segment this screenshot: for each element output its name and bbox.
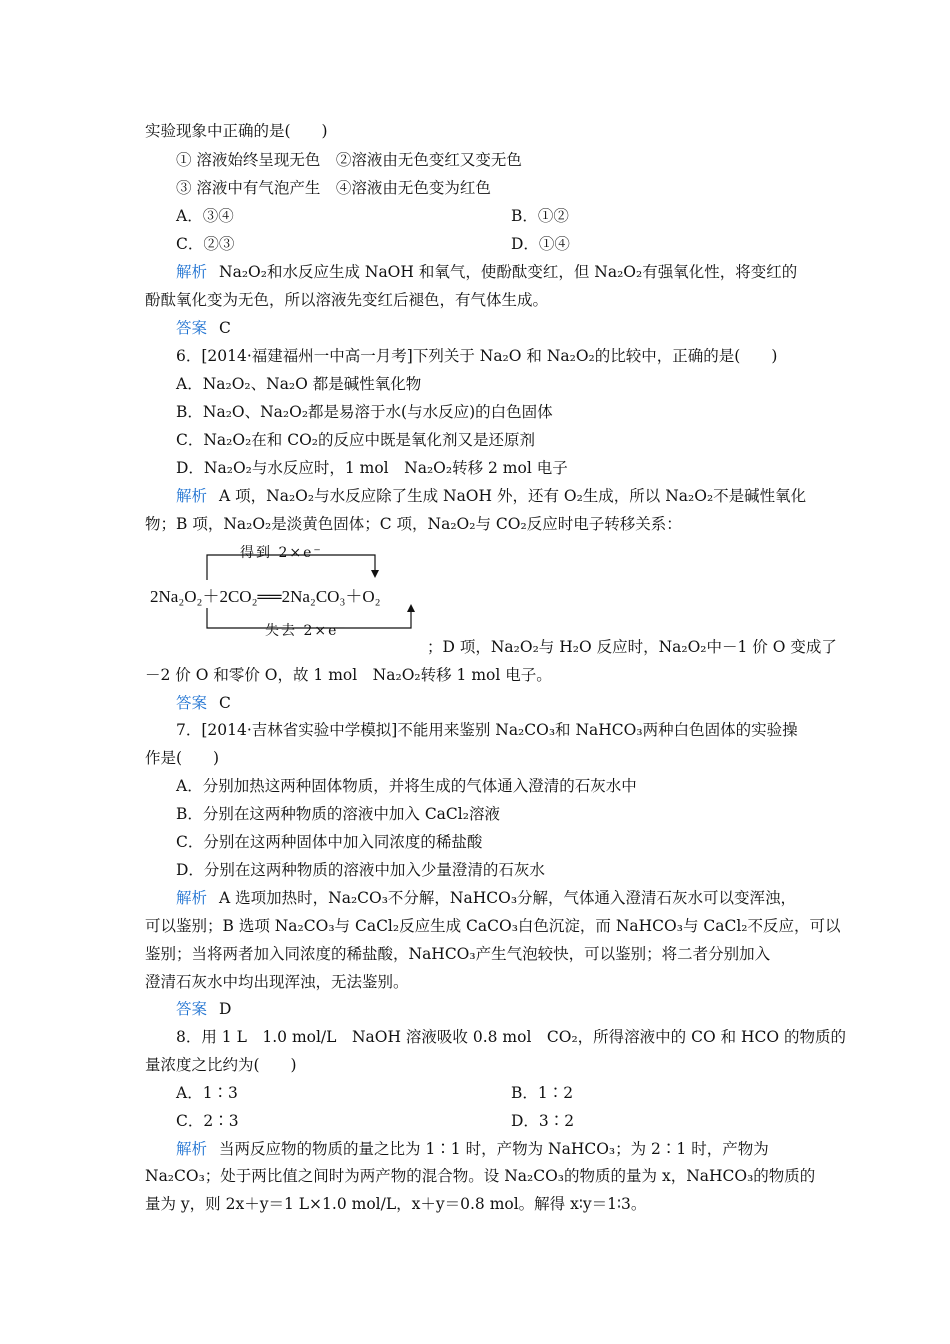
q8-analysis-line-1 bbox=[176, 1139, 769, 1159]
q6-option-a: A．Na₂O₂、Na₂O 都是碱性氧化物 bbox=[176, 375, 422, 393]
q8-option-a: A．1∶3 bbox=[176, 1084, 238, 1102]
q6-stem: 6．[2014·福建福州一中高一月考]下列关于 Na₂O 和 Na₂O₂的比较中，正确的是( ) bbox=[176, 347, 778, 365]
electron-transfer-diagram bbox=[145, 542, 435, 637]
q8-analysis-line-2: Na₂CO₃；处于两比值之间时为两产物的混合物。设 Na₂CO₃的物质的量为 x，NaHCO₃的物质的 bbox=[145, 1167, 816, 1185]
q5-answer-value: C bbox=[219, 319, 231, 337]
q7-analysis-text-1: A 选项加热时，Na₂CO₃不分解，NaHCO₃分解，气体通入澄清石灰水可以变浑浊， bbox=[219, 889, 797, 907]
q6-analysis-line-1 bbox=[176, 486, 806, 506]
q7-answer bbox=[176, 999, 231, 1019]
q6-analysis-line-3: ；D 项，Na₂O₂与 H₂O 反应时，Na₂O₂中－1 价 O 变成了 bbox=[427, 638, 837, 656]
analysis-label: 解析 bbox=[176, 889, 208, 907]
q7-answer-value: D bbox=[219, 1000, 232, 1018]
q5-analysis-line-1 bbox=[176, 262, 797, 282]
q8-analysis-line-3: 量为 y，则 2x＋y＝1 L×1.0 mol/L，x＋y＝0.8 mol。解得 x∶y＝1∶3。 bbox=[145, 1195, 647, 1213]
q5-analysis-line-2: 酚酞氧化变为无色，所以溶液先变红后褪色，有气体生成。 bbox=[145, 291, 549, 309]
q8-stem-1: 8．用 1 L 1.0 mol/L NaOH 溶液吸收 0.8 mol CO₂，所得溶液中的 CO 和 HCO 的物质的 bbox=[176, 1028, 847, 1046]
q8-option-b: B．1∶2 bbox=[511, 1084, 574, 1102]
q6-answer-value: C bbox=[219, 694, 231, 712]
answer-label: 答案 bbox=[176, 694, 208, 712]
lose-electrons-label: 失去 2×e⁻ bbox=[265, 623, 348, 639]
q7-analysis-line-1 bbox=[176, 888, 796, 908]
gain-electrons-label: 得到 2×e⁻ bbox=[240, 545, 323, 561]
q5-option-a: A．③④ bbox=[176, 207, 234, 225]
q8-option-d: D．3∶2 bbox=[511, 1112, 575, 1130]
q5-analysis-text-1: Na₂O₂和水反应生成 NaOH 和氧气，使酚酞变红，但 Na₂O₂有强氧化性，将变红的 bbox=[219, 263, 798, 281]
q7-option-c: C．分别在这两种固体中加入同浓度的稀盐酸 bbox=[176, 833, 483, 851]
q8-analysis-text-1: 当两反应物的物质的量之比为 1∶1 时，产物为 NaHCO₃；为 2∶1 时，产物为 bbox=[219, 1140, 769, 1158]
q5-option-c: C．②③ bbox=[176, 235, 235, 253]
q5-statements-1: ① 溶液始终呈现无色 ②溶液由无色变红又变无色 bbox=[176, 151, 522, 169]
q7-analysis-line-2: 可以鉴别；B 选项 Na₂CO₃与 CaCl₂反应生成 CaCO₃白色沉淀，而 NaHCO₃与 CaCl₂不反应，可以 bbox=[145, 917, 841, 935]
answer-label: 答案 bbox=[176, 1000, 208, 1018]
q8-stem-2: 量浓度之比约为( ) bbox=[145, 1056, 297, 1074]
q7-option-d: D．分别在这两种物质的溶液中加入少量澄清的石灰水 bbox=[176, 861, 545, 879]
q6-analysis-line-2: 物；B 项，Na₂O₂是淡黄色固体；C 项，Na₂O₂与 CO₂反应时电子转移关系： bbox=[145, 515, 682, 533]
reaction-equation: 2Na₂O₂＋2CO₂══2Na₂CO₃＋O₂ bbox=[150, 587, 381, 606]
q7-stem-1: 7．[2014·吉林省实验中学模拟]不能用来鉴别 Na₂CO₃和 NaHCO₃两种白色固体的实验操 bbox=[176, 721, 798, 739]
q7-option-b: B．分别在这两种物质的溶液中加入 CaCl₂溶液 bbox=[176, 805, 500, 823]
q7-analysis-line-3: 鉴别；当将两者加入同浓度的稀盐酸，NaHCO₃产生气泡较快，可以鉴别；将二者分别加入 bbox=[145, 945, 771, 963]
q6-analysis-text-1: A 项，Na₂O₂与水反应除了生成 NaOH 外，还有 O₂生成，所以 Na₂O₂不是碱性氧化 bbox=[219, 487, 807, 505]
q6-analysis-line-4: －2 价 O 和零价 O，故 1 mol Na₂O₂转移 1 mol 电子。 bbox=[145, 666, 552, 684]
q5-stem-tail: 实验现象中正确的是( ) bbox=[145, 122, 328, 140]
q7-stem-2: 作是( ) bbox=[145, 749, 220, 767]
q8-option-c: C．2∶3 bbox=[176, 1112, 239, 1130]
q5-statements-2: ③ 溶液中有气泡产生 ④溶液由无色变为红色 bbox=[176, 179, 491, 197]
q6-option-c: C．Na₂O₂在和 CO₂的反应中既是氧化剂又是还原剂 bbox=[176, 431, 536, 449]
analysis-label: 解析 bbox=[176, 487, 208, 505]
q5-option-b: B．①② bbox=[511, 207, 569, 225]
analysis-label: 解析 bbox=[176, 1140, 208, 1158]
analysis-label: 解析 bbox=[176, 263, 208, 281]
q6-answer bbox=[176, 693, 231, 713]
q6-option-d: D．Na₂O₂与水反应时，1 mol Na₂O₂转移 2 mol 电子 bbox=[176, 459, 568, 477]
q7-option-a: A．分别加热这两种固体物质，并将生成的气体通入澄清的石灰水中 bbox=[176, 777, 637, 795]
answer-label: 答案 bbox=[176, 319, 208, 337]
q5-answer bbox=[176, 318, 231, 338]
q7-analysis-line-4: 澄清石灰水中均出现浑浊，无法鉴别。 bbox=[145, 973, 409, 991]
q6-option-b: B．Na₂O、Na₂O₂都是易溶于水(与水反应)的白色固体 bbox=[176, 403, 553, 421]
q5-option-d: D．①④ bbox=[511, 235, 570, 253]
